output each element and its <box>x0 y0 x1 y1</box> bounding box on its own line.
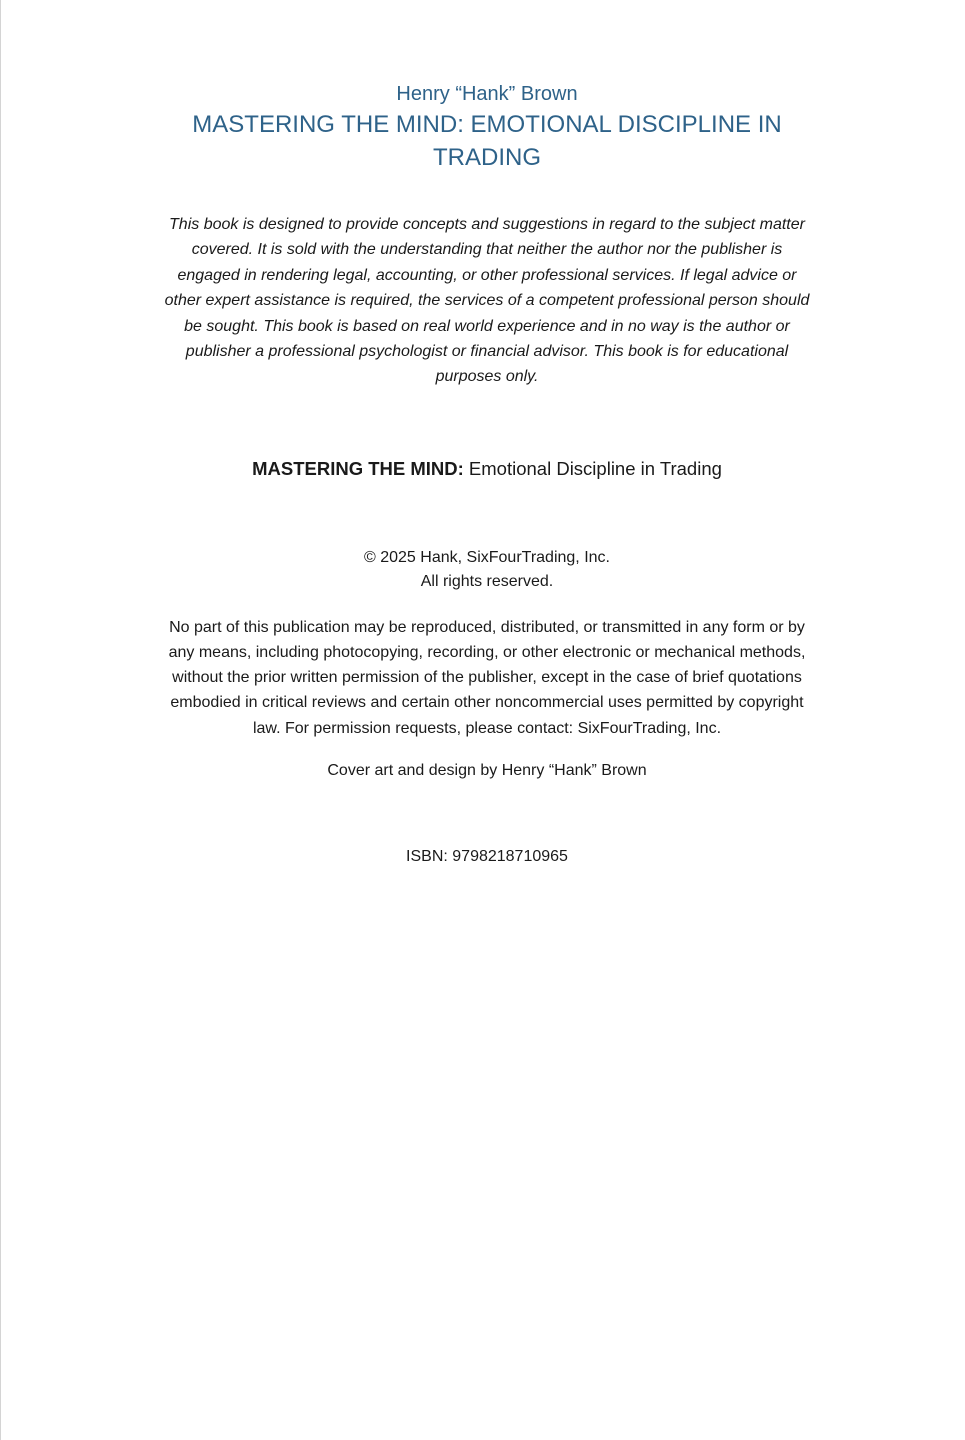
rights-reserved: All rights reserved. <box>420 573 554 591</box>
cover-credit: Cover art and design by Henry “Hank” Brown <box>327 761 647 779</box>
title-line <box>161 456 813 482</box>
author-name: Henry “Hank” Brown <box>396 83 578 105</box>
book-title: MASTERING THE MIND: EMOTIONAL DISCIPLINE IN TRADING <box>192 111 782 171</box>
copyright-block <box>161 546 813 595</box>
page-content <box>161 80 813 869</box>
disclaimer-paragraph: This book is designed to provide concepts and suggestions in regard to the subject matter covered. It is sold with the understanding that neither the author nor the publisher is engaged in rendering legal, accounting, or other professional services. If legal advice or other expert assistance is required, the services of a competent professional person should be sought. This book is based on real world experience and in no way is the author or publisher a professional psychologist or financial advisor. This book is for educational purposes only. <box>164 216 810 386</box>
isbn-number: ISBN: 9798218710965 <box>406 847 568 865</box>
title-line-bold: MASTERING THE MIND: <box>252 457 464 479</box>
permissions-paragraph: No part of this publication may be reproduced, distributed, or transmitted in any form or by any means, including photocopying, recording, or other electronic or mechanical methods, without the prior written permission of the publisher, except in the case of brief quotations embodied in critical reviews and certain other noncommercial uses permitted by copyright law. For permission requests, please contact: SixFourTrading, Inc. <box>168 618 806 737</box>
title-line-regular: Emotional Discipline in Trading <box>463 457 722 479</box>
copyright-notice: © 2025 Hank, SixFourTrading, Inc. <box>364 548 610 566</box>
